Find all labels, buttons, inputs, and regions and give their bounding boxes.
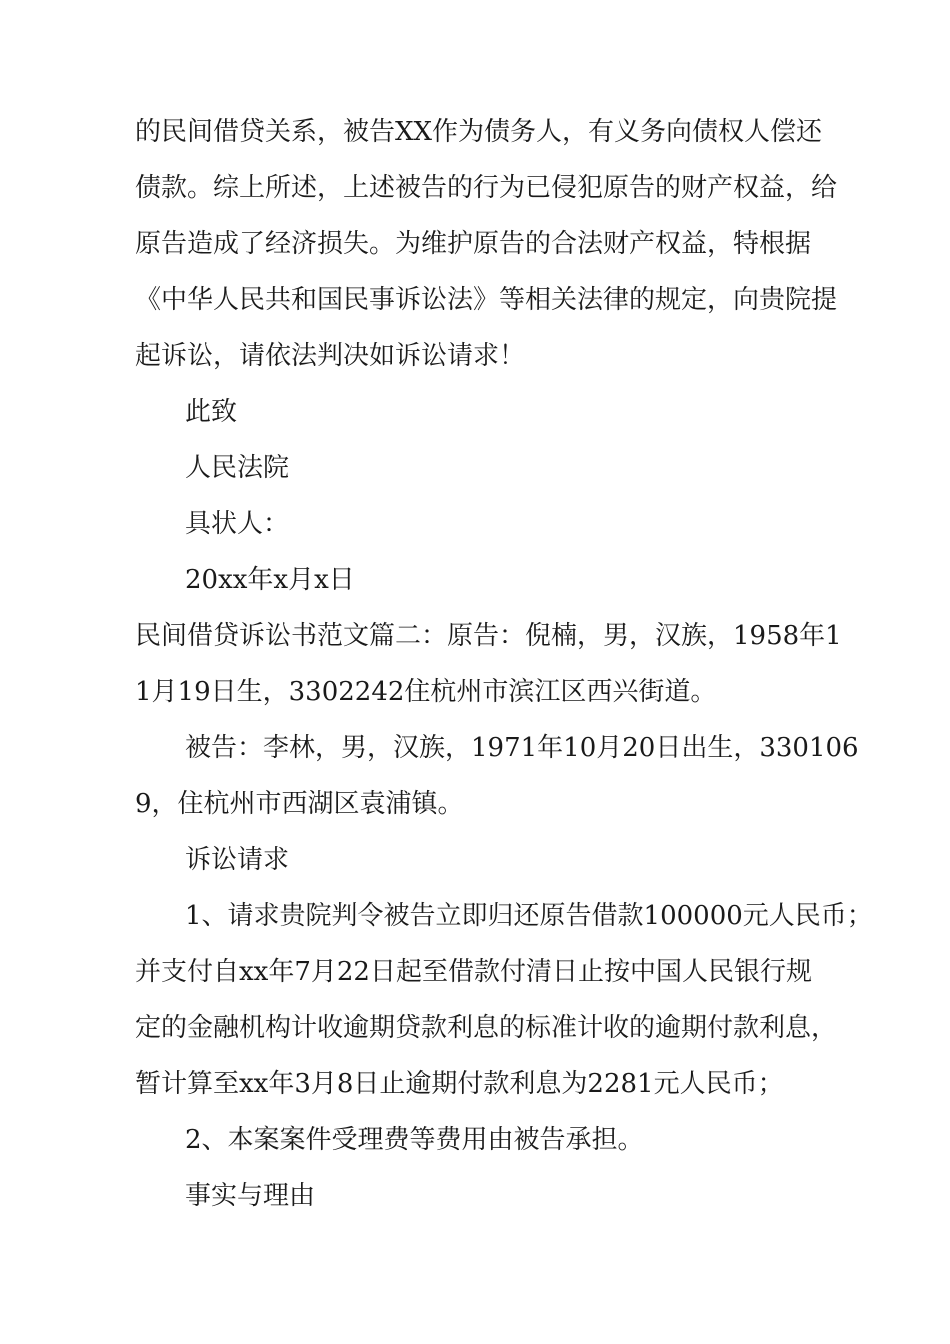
paragraph-line: 被告：李林，男，汉族，1971年10月20日出生，330106 <box>185 733 859 763</box>
paragraph-line: 2、本案案件受理费等费用由被告承担。 <box>185 1125 644 1155</box>
paragraph-line: 定的金融机构计收逾期贷款利息的标准计收的逾期付款利息， <box>135 1013 838 1043</box>
paragraph-line: 民间借贷诉讼书范文篇二：原告：倪楠，男，汉族，1958年1 <box>135 621 842 651</box>
paragraph-line: 《中华人民共和国民事诉讼法》等相关法律的规定，向贵院提 <box>135 285 838 315</box>
paragraph-line: 9，住杭州市西湖区袁浦镇。 <box>135 789 464 819</box>
paragraph-line: 并支付自xx年7月22日起至借款付清日止按中国人民银行规 <box>135 957 812 987</box>
paragraph-line: 暂计算至xx年3月8日止逾期付款利息为2281元人民币； <box>135 1069 784 1099</box>
paragraph-line: 1月19日生，3302242住杭州市滨江区西兴街道。 <box>135 677 717 707</box>
section-heading: 诉讼请求 <box>185 845 290 875</box>
paragraph-line: 债款。综上所述，上述被告的行为已侵犯原告的财产权益，给 <box>135 173 838 203</box>
court-name-line: 人民法院 <box>185 453 290 483</box>
paragraph-line: 的民间借贷关系，被告XX作为债务人，有义务向债权人偿还 <box>135 117 823 147</box>
signatory-line: 具状人： <box>185 509 290 539</box>
paragraph-line: 1、请求贵院判令被告立即归还原告借款100000元人民币； <box>185 901 873 931</box>
date-line: 20xx年x月x日 <box>185 565 355 595</box>
salutation-line: 此致 <box>185 397 238 427</box>
paragraph-line: 原告造成了经济损失。为维护原告的合法财产权益，特根据 <box>135 229 812 259</box>
section-heading: 事实与理由 <box>185 1181 316 1211</box>
paragraph-line: 起诉讼，请依法判决如诉讼请求！ <box>135 341 526 371</box>
